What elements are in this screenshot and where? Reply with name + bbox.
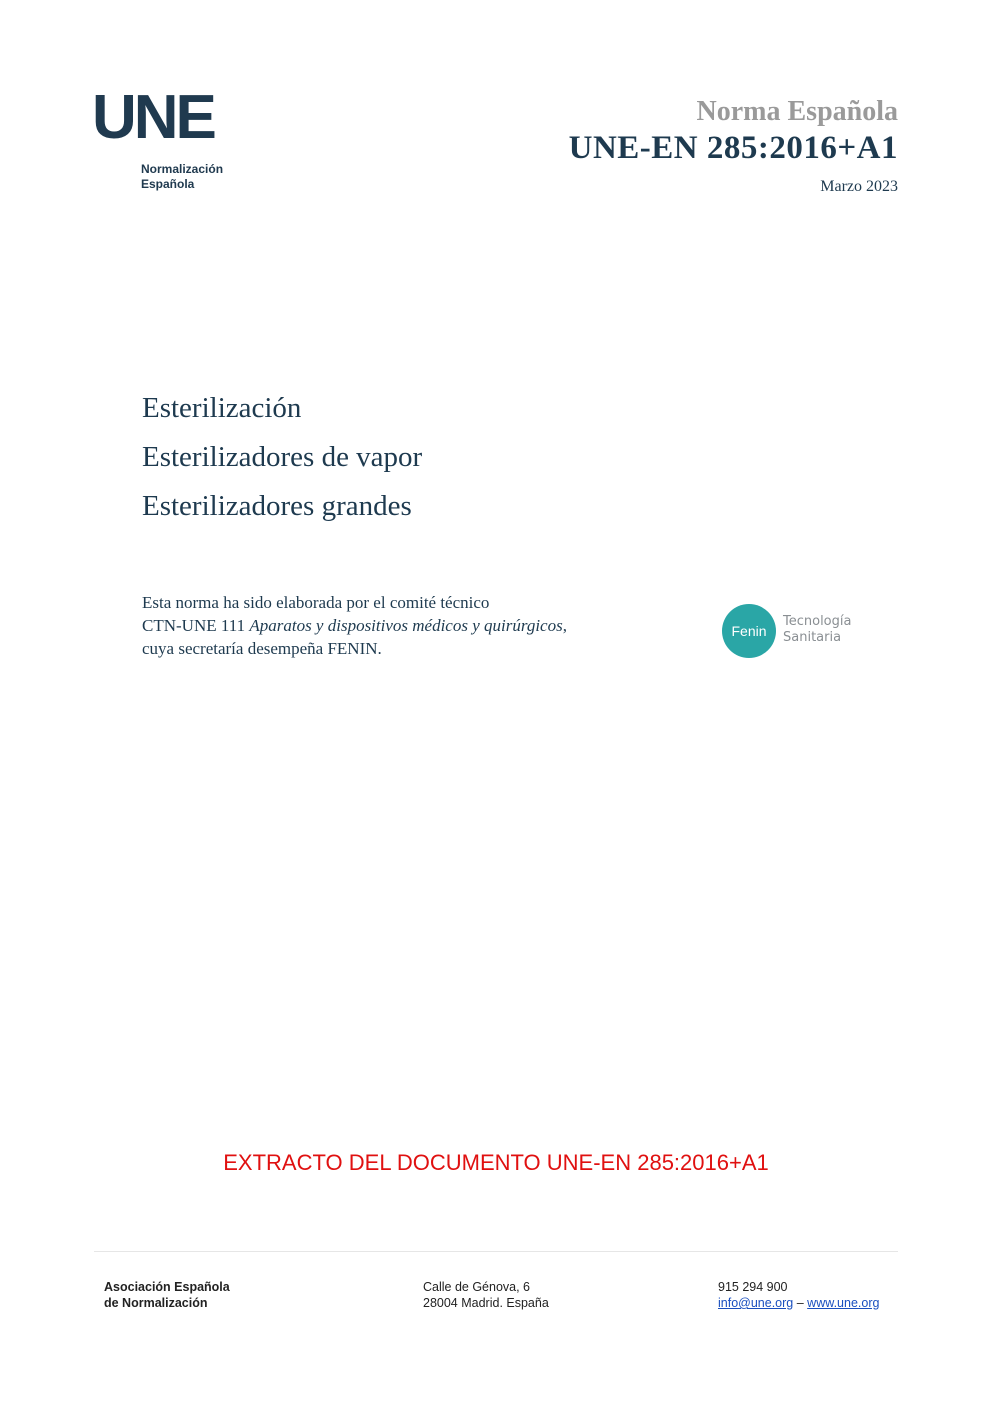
committee-line2: [142, 614, 702, 637]
footer-link-separator: –: [796, 1296, 804, 1310]
une-logo-subtitle: [141, 162, 223, 192]
committee-name: Aparatos y dispositivos médicos y quirúrgicos: [249, 616, 563, 635]
footer-org-line2: de Normalización: [104, 1296, 208, 1310]
committee-code: CTN-UNE 111: [142, 616, 250, 635]
une-logo-subtitle-line1: Normalización: [141, 162, 224, 176]
fenin-logo-line1: Tecnología: [783, 614, 852, 629]
committee-line3: cuya secretaría desempeña FENIN.: [142, 639, 382, 658]
title-line: Esterilizadores grandes: [142, 490, 412, 522]
standard-code: UNE-EN 285:2016+A1: [568, 130, 898, 166]
une-logo-subtitle-line2: Española: [141, 177, 195, 191]
committee-statement: [142, 591, 702, 660]
document-titles: [142, 384, 422, 531]
footer-organization: [104, 1279, 230, 1311]
document-header: [569, 96, 898, 196]
une-logo: [92, 83, 242, 198]
website-link[interactable]: www.une.org: [807, 1296, 880, 1310]
footer-links: [718, 1295, 879, 1311]
footer-contact: [718, 1279, 879, 1311]
footer-address-line1: Calle de Génova, 6: [423, 1280, 531, 1294]
extract-notice: EXTRACTO DEL DOCUMENTO UNE-EN 285:2016+A1: [223, 1150, 769, 1175]
publication-date: Marzo 2023: [820, 178, 898, 195]
email-link[interactable]: info@une.org: [718, 1296, 794, 1310]
fenin-logo-mark: Fenin: [722, 604, 776, 658]
title-line: Esterilizadores de vapor: [142, 441, 423, 473]
footer-phone: 915 294 900: [718, 1280, 788, 1294]
footer-divider: [94, 1251, 898, 1252]
committee-punct: ,: [562, 616, 567, 635]
footer-address-line2: 28004 Madrid. España: [423, 1296, 549, 1310]
standard-kind: Norma Española: [696, 96, 898, 127]
footer-org-line1: Asociación Española: [104, 1280, 230, 1294]
fenin-logo-text: [783, 614, 851, 646]
une-logo-wordmark: UNE: [92, 83, 214, 152]
fenin-logo-line2: Sanitaria: [783, 630, 842, 645]
title-line: Esterilización: [142, 392, 302, 424]
footer-address: [423, 1279, 549, 1311]
fenin-logo: [722, 604, 872, 660]
committee-line1: Esta norma ha sido elaborada por el comité técnico: [142, 593, 490, 612]
